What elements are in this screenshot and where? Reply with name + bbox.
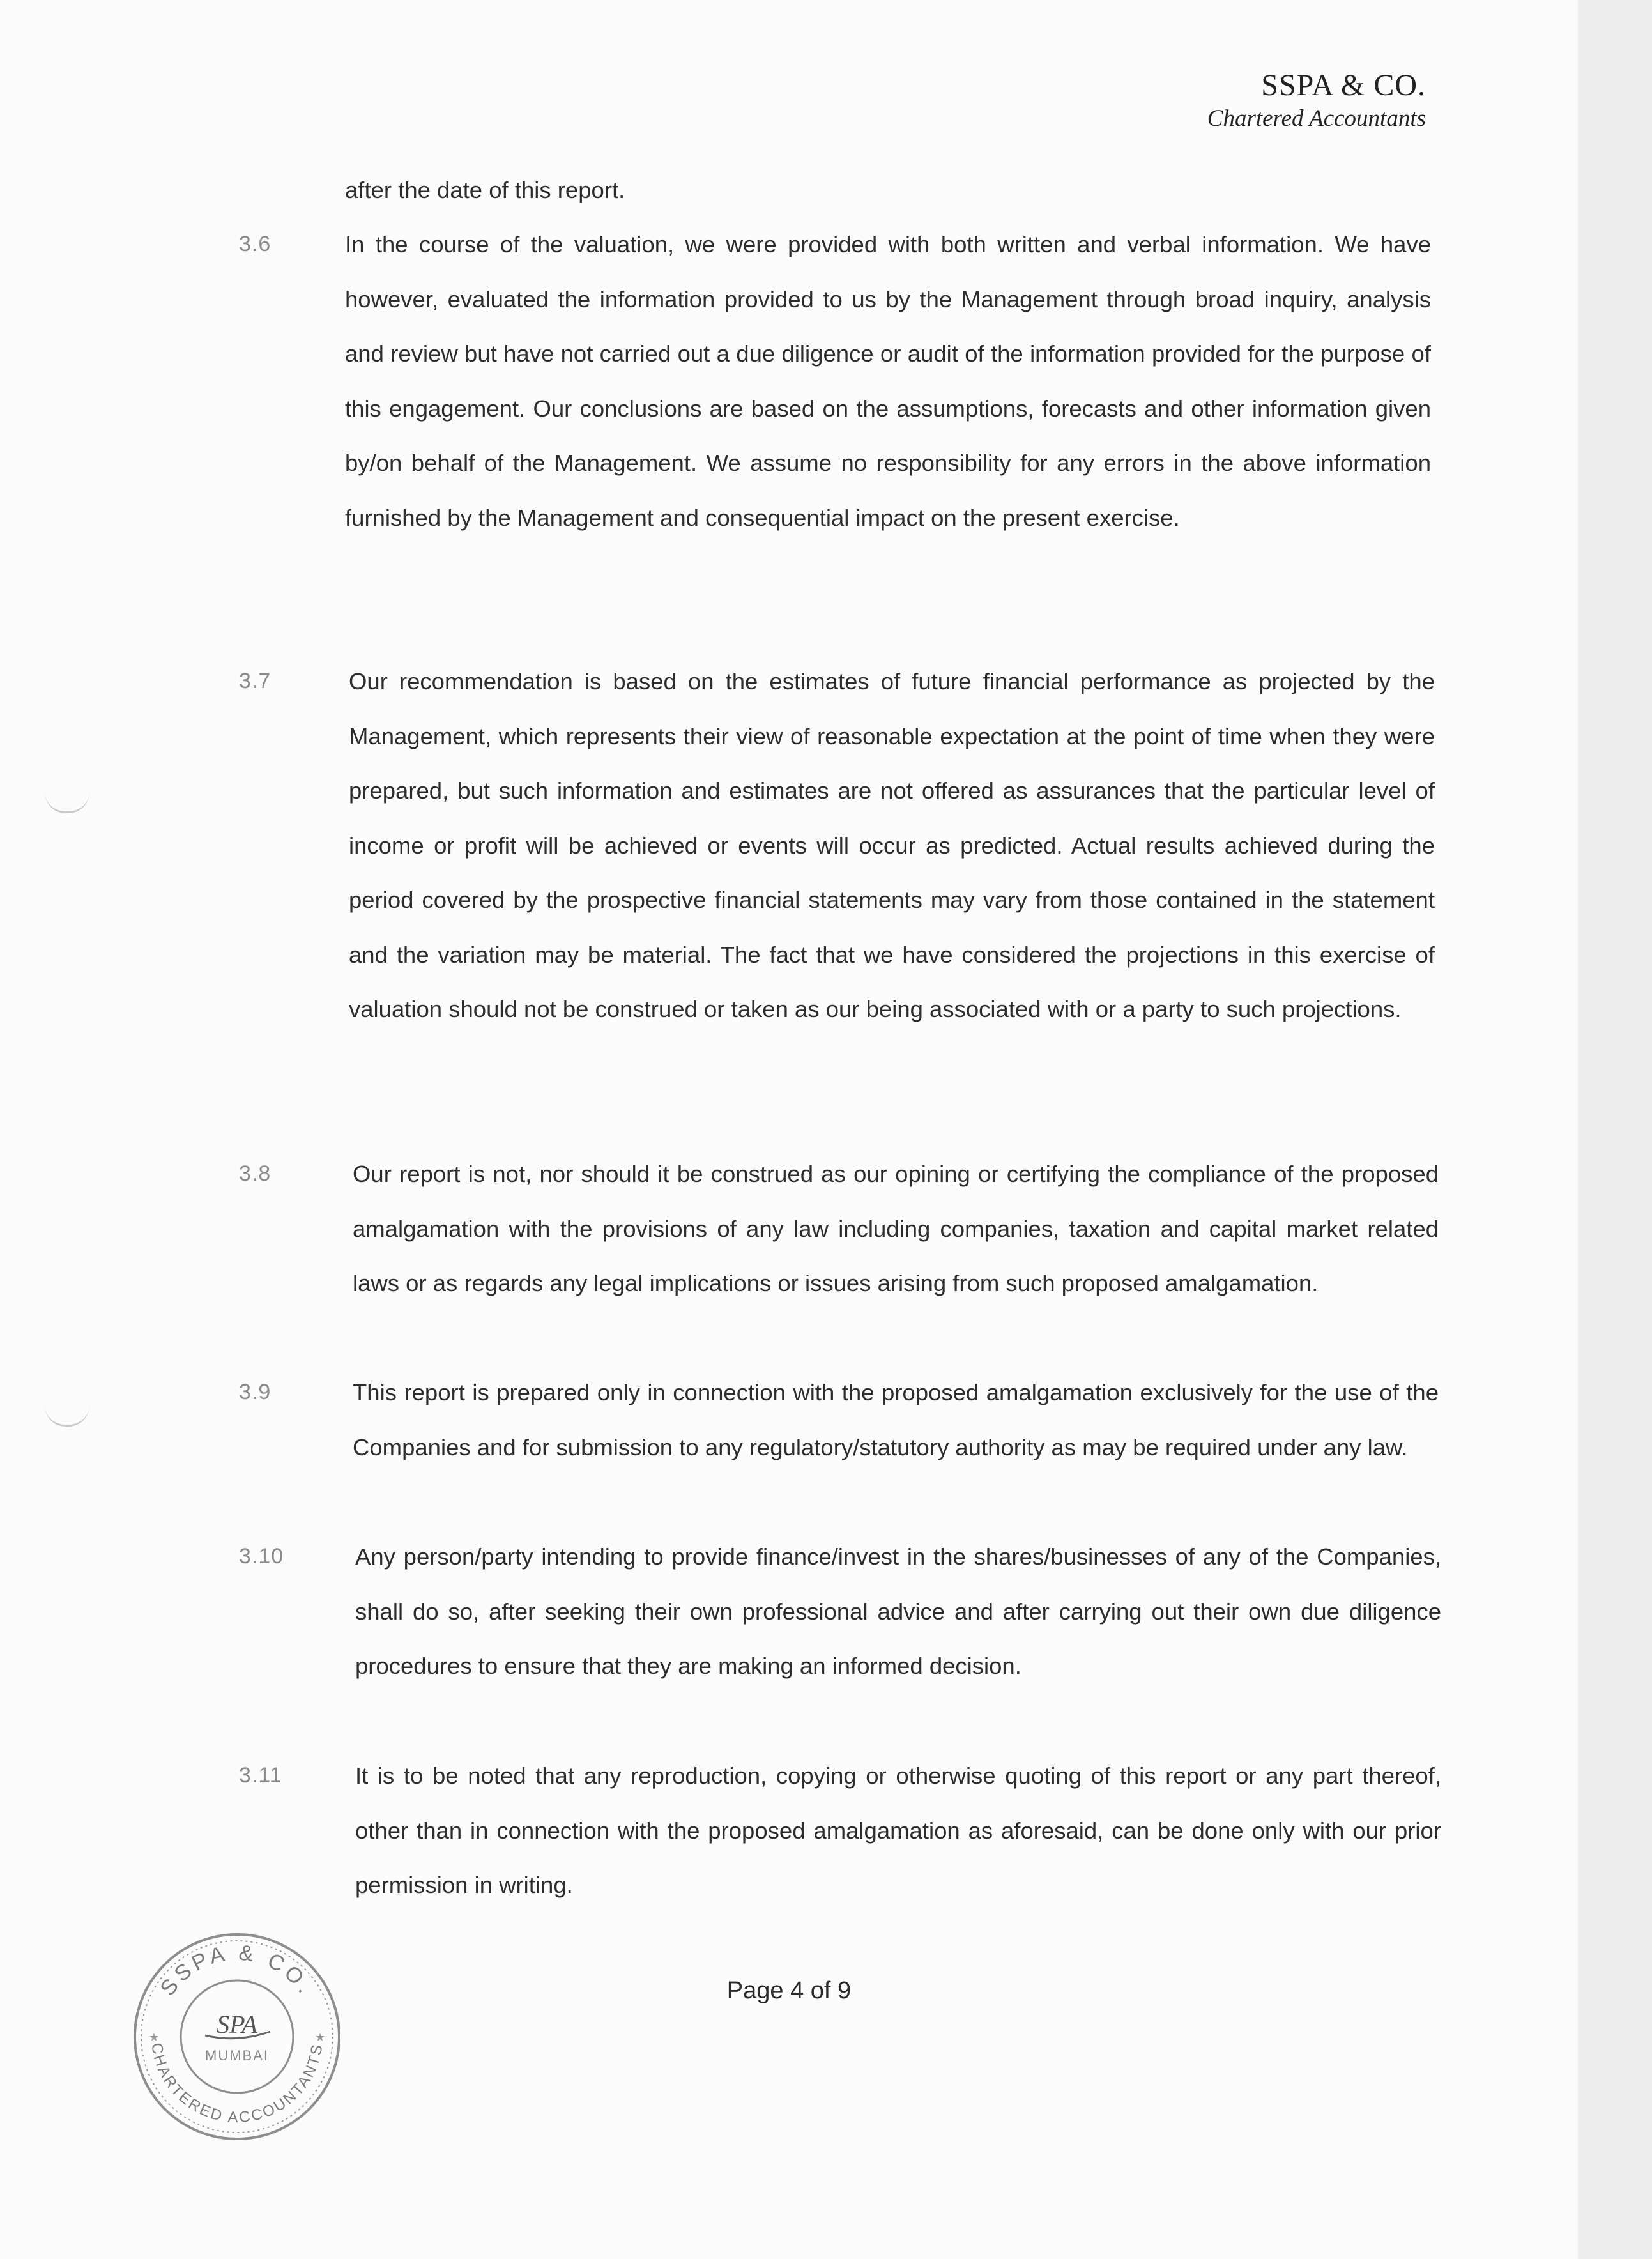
paragraph-text: Any person/party intending to provide finance/invest in the shares/businesses of any of the Companies, shall do so, after seeking their own professional advice and after carrying out their own due diligence procedures to ensure that they are making an informed decision. xyxy=(355,1543,1441,1679)
clause-number: 3.11 xyxy=(239,1763,282,1788)
svg-text:★: ★ xyxy=(315,2031,326,2044)
clause-3-11 xyxy=(355,1749,1441,1913)
clause-number: 3.10 xyxy=(239,1544,284,1568)
paragraph-text: after the date of this report. xyxy=(345,177,625,203)
paragraph-text: Our report is not, nor should it be construed as our opining or certifying the compliance of the proposed amalgamation with the provisions of any law including companies, taxation and capital market related laws or as regards any legal implications or issues arising from such proposed amalgamation. xyxy=(353,1161,1439,1296)
clause-3-7 xyxy=(349,654,1435,1037)
firm-name: SSPA & CO. xyxy=(1261,68,1426,102)
page-number: Page 4 of 9 xyxy=(726,1977,852,2004)
punch-hole-mark xyxy=(45,792,89,813)
clause-number: 3.6 xyxy=(239,232,272,256)
clause-number: 3.9 xyxy=(239,1380,272,1404)
seal-signature: SPA xyxy=(217,2010,257,2039)
paragraph-continuation xyxy=(345,163,1431,218)
seal-top-text: SSPA & CO. xyxy=(155,1940,319,2001)
paragraph-text: This report is prepared only in connection with the proposed amalgamation exclusively for the use of the Companies and for submission to any regulatory/statutory authority as may be required under any law. xyxy=(353,1379,1439,1460)
scan-edge xyxy=(1578,0,1652,2259)
letterhead xyxy=(1207,67,1426,134)
clause-3-10 xyxy=(355,1529,1441,1694)
clause-3-6 xyxy=(345,217,1431,545)
firm-seal-stamp xyxy=(130,1929,344,2144)
paragraph-text: Our recommendation is based on the estimates of future financial performance as projected by the Management, which represents their view of reasonable expectation at the point of time when they were prepared, but such information and estimates are not offered as assurances that the particular level of income or profit will be achieved or events will occur as predicted. Actual results achieved during the period covered by the prospective financial statements may vary from those contained in the statement and the variation may be material. The fact that we have considered the projections in this exercise of valuation should not be construed or taken as our being associated with or a party to such projections. xyxy=(349,668,1435,1022)
paragraph-text: In the course of the valuation, we were provided with both written and verbal information. We have however, evaluated the information provided to us by the Management through broad inquiry, analysis and review but have not carried out a due diligence or audit of the information provided for the purpose of this engagement. Our conclusions are based on the assumptions, forecasts and other information given by/on behalf of the Management. We assume no responsibility for any errors in the above information furnished by the Management and consequential impact on the present exercise. xyxy=(345,231,1431,531)
clause-3-9 xyxy=(353,1365,1439,1474)
paragraph-text: It is to be noted that any reproduction, copying or otherwise quoting of this report or any part thereof, other than in connection with the proposed amalgamation as aforesaid, can be done only with our prior permission in writing. xyxy=(355,1763,1441,1898)
seal-center-text: MUMBAI xyxy=(205,2048,269,2064)
clause-number: 3.7 xyxy=(239,669,272,693)
punch-hole-mark xyxy=(45,1405,89,1427)
clause-3-8 xyxy=(353,1147,1439,1311)
clause-number: 3.8 xyxy=(239,1161,272,1186)
firm-subtitle: Chartered Accountants xyxy=(1207,105,1426,132)
svg-text:SSPA & CO. xyxy=(155,1940,319,2000)
seal-bottom-text: CHARTERED ACCOUNTANTS xyxy=(148,2041,326,2127)
svg-text:★: ★ xyxy=(149,2031,160,2044)
